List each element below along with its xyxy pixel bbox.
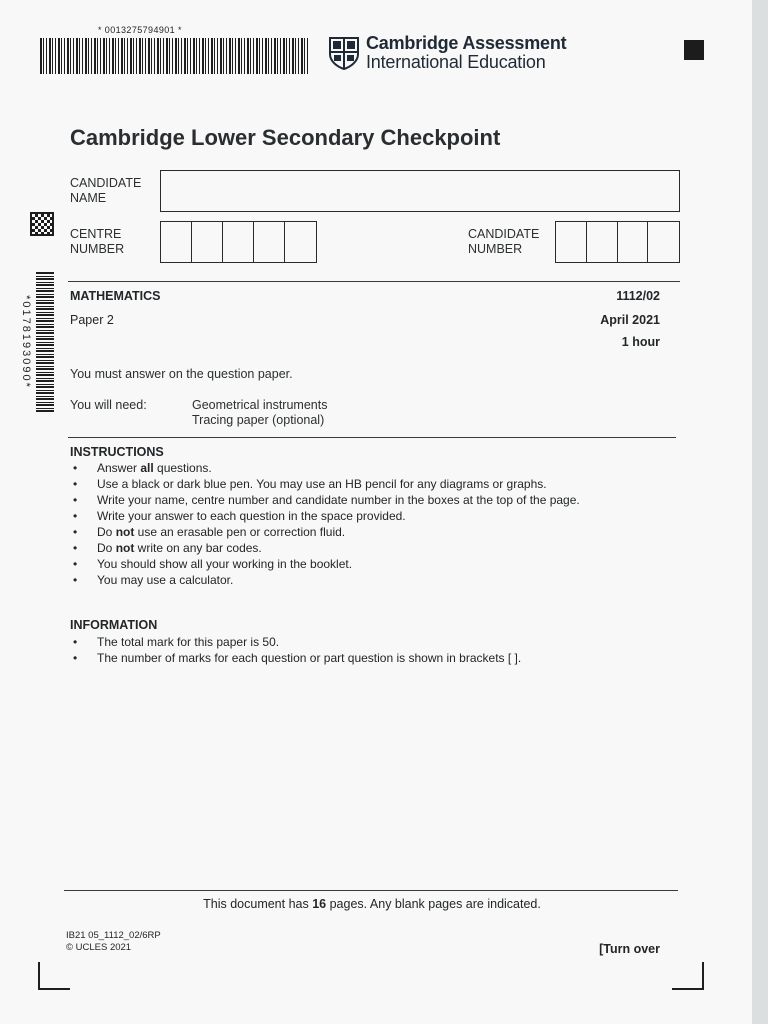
exam-duration: 1 hour	[621, 335, 660, 349]
candidate-number-label: CANDIDATE NUMBER	[468, 227, 540, 256]
barcode-number: * 0013275794901 *	[98, 25, 182, 35]
page-count-note: This document has 16 pages. Any blank pages are indicated.	[203, 897, 541, 911]
paper-number: Paper 2	[70, 313, 114, 327]
information-item: • The total mark for this paper is 50.	[70, 634, 521, 650]
qr-code	[30, 212, 54, 236]
instruction-item: • Answer all questions.	[70, 460, 580, 476]
paper-code: 1112/02	[616, 289, 660, 303]
equipment-item: Tracing paper (optional)	[192, 413, 325, 427]
exam-cover-page: * 0013275794901 * Cambridge Assessment International Education Cambridge Lower Secondary Checkpoint CANDIDATE NAME CENTRE NUMBER CANDIDATE NUMBER *0178193090* MATHEMATICS 1112/02 Paper 2 April 2021 1 hour You must answer on the question paper. You will need: Geometrical instruments Tracing paper (optional) INSTRUCTIONS • Answer all questions. • Use a black or dark blue pen. You may use an HB pencil for any diagrams or graphs. • Write your name, centre number and candidate number in the boxes at the top of the page. • Write your answer to each question in the space provided. • Do not use an erasable pen or correction fluid. • Do not write on any bar codes. • You should show all your working in the booklet. • You may use a calculator. INFORMATION • The total mark for this paper is 50. • The number of marks for each question or part question is shown in brackets [ ]. This document has 16 pages. Any blank pages are indicated. IB21 05_1112_02/6RP © UCLES 2021 [Turn over	[0, 0, 752, 1024]
candidate-number-boxes	[555, 221, 680, 263]
instructions-heading: INSTRUCTIONS	[70, 445, 164, 459]
side-barcode	[36, 272, 54, 412]
logo-text-line1: Cambridge Assessment	[366, 33, 567, 53]
document-reference: IB21 05_1112_02/6RP © UCLES 2021	[66, 930, 161, 953]
logo-text-line2: International Education	[366, 52, 546, 72]
document-title: Cambridge Lower Secondary Checkpoint	[70, 125, 501, 150]
instruction-item: • Use a black or dark blue pen. You may use an HB pencil for any diagrams or graphs.	[70, 476, 580, 492]
instruction-item: • Write your answer to each question in the space provided.	[70, 508, 580, 524]
divider	[68, 281, 680, 282]
equipment-item: Geometrical instruments	[192, 398, 328, 412]
exam-date: April 2021	[600, 313, 660, 327]
divider	[64, 890, 678, 891]
subject-name: MATHEMATICS	[70, 289, 161, 303]
candidate-name-box	[160, 170, 680, 212]
you-will-need-label: You will need:	[70, 398, 147, 412]
centre-number-boxes	[160, 221, 317, 263]
registration-mark	[684, 40, 704, 60]
instruction-item: • Write your name, centre number and candidate number in the boxes at the top of the page.	[70, 492, 580, 508]
instruction-item: • Do not use an erasable pen or correction fluid.	[70, 524, 580, 540]
turn-over-note: [Turn over	[599, 942, 660, 956]
information-heading: INFORMATION	[70, 618, 158, 632]
instruction-item: • Do not write on any bar codes.	[70, 540, 580, 556]
page-edge	[752, 0, 768, 1024]
corner-mark-bottom-right	[672, 962, 704, 990]
divider	[68, 437, 676, 438]
instruction-item: • You may use a calculator.	[70, 572, 580, 588]
information-item: • The number of marks for each question or part question is shown in brackets [ ].	[70, 650, 521, 666]
instructions-list	[70, 460, 580, 588]
centre-number-label: CENTRE NUMBER	[70, 227, 125, 256]
instruction-item: • You should show all your working in the booklet.	[70, 556, 580, 572]
cambridge-shield-logo	[328, 36, 360, 70]
candidate-name-label: CANDIDATE NAME	[70, 176, 142, 205]
answer-instruction: You must answer on the question paper.	[70, 367, 293, 381]
top-barcode	[40, 38, 308, 74]
corner-mark-bottom-left	[38, 962, 70, 990]
information-list	[70, 634, 521, 666]
